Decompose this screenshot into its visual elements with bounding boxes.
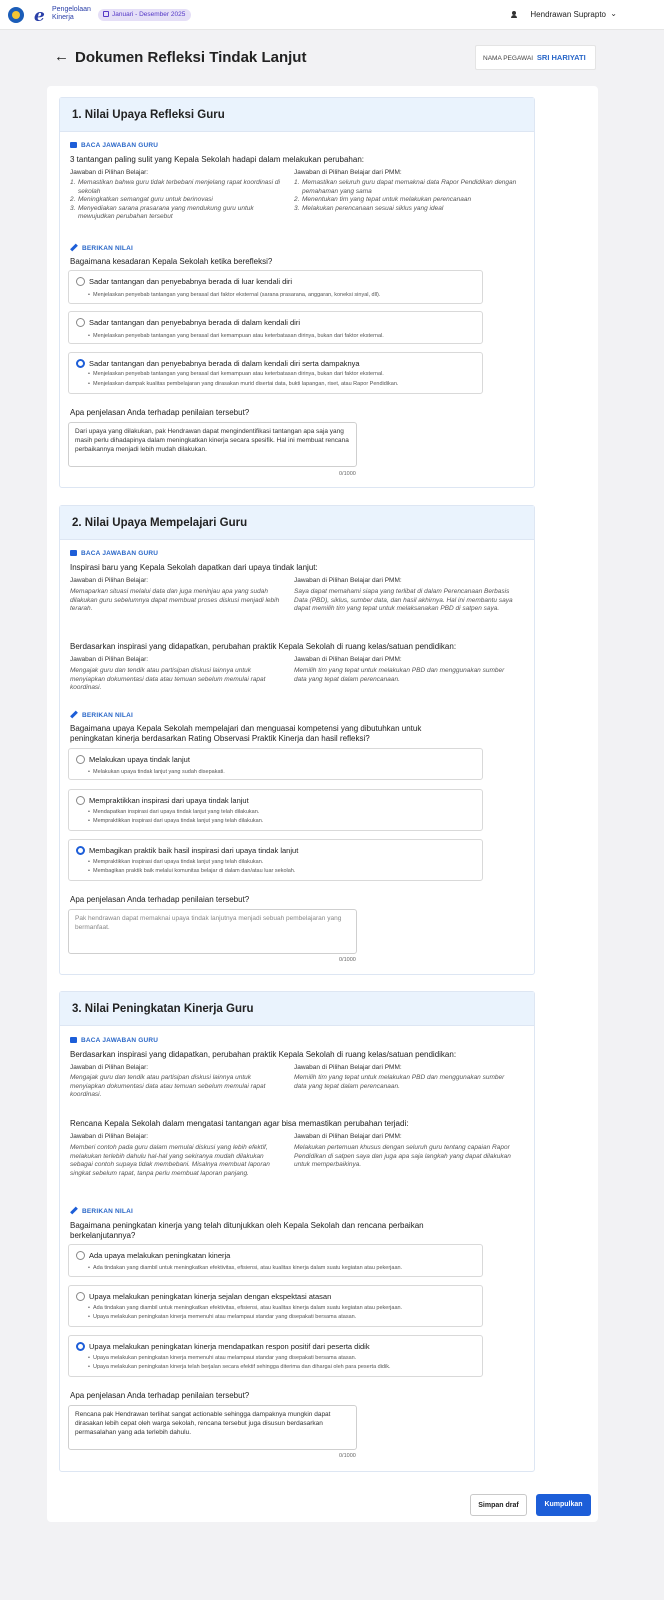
option-bullet: • Menjelaskan penyebab tantangan yang berasal dari kemampuan atau keterbatasan dirinya, bukan dari faktor eksternal. <box>93 333 384 339</box>
top-bar <box>0 0 664 30</box>
char-counter: 0/1000 <box>339 471 356 477</box>
radio-icon[interactable] <box>76 359 85 368</box>
pencil-icon <box>70 244 78 252</box>
page-title: Dokumen Refleksi Tindak Lanjut <box>75 49 307 66</box>
char-counter: 0/1000 <box>339 1453 356 1459</box>
read-answers-label: BACA JAWABAN GURU <box>70 1037 158 1044</box>
section-title: 1. Nilai Upaya Refleksi Guru <box>60 98 534 132</box>
grade-label: BERIKAN NILAI <box>70 245 133 252</box>
option-bullet: • Mempraktikkan inspirasi dari upaya tindak lanjut yang telah dilakukan. <box>93 818 263 824</box>
column-label-left: Jawaban di Pilihan Belajar: <box>70 1133 149 1140</box>
grade-label: BERIKAN NILAI <box>70 712 133 719</box>
option-bullet: • Membagikan praktik baik melalui komunitas belajar di dalam dan/atau luar sekolah. <box>93 868 295 874</box>
question: Berdasarkan inspirasi yang didapatkan, perubahan praktik Kepala Sekolah di ruang kelas/satuan pendidikan: <box>70 1050 457 1059</box>
option-bullet: • Upaya melakukan peningkatan kinerja telah berjalan secara efektif sehingga diterima dan dihargai oleh para peserta didik. <box>93 1364 391 1370</box>
option-bullet: • Mempraktikkan inspirasi dari upaya tindak lanjut yang telah dilakukan. <box>93 859 263 865</box>
pencil-icon <box>70 1207 78 1215</box>
calendar-icon <box>103 11 109 17</box>
save-draft-button[interactable]: Simpan draf <box>470 1494 527 1516</box>
grade-question: Bagaimana peningkatan kinerja yang telah ditunjukkan oleh Kepala Sekolah dan rencana perbaikan berkelanjutannya? <box>70 1221 424 1240</box>
grade-option[interactable] <box>68 311 483 344</box>
user-icon <box>511 11 521 19</box>
radio-icon[interactable] <box>76 277 85 286</box>
period-badge[interactable]: Januari - Desember 2025 <box>98 9 191 21</box>
employee-badge: NAMA PEGAWAI SRI HARIYATI <box>475 45 596 70</box>
grade-option[interactable] <box>68 789 483 831</box>
chevron-down-icon[interactable]: ⌄ <box>610 9 617 18</box>
chat-icon <box>70 142 77 148</box>
option-bullet: • Ada tindakan yang diambil untuk meningkatkan efektivitas, efisiensi, atau kualitas kinerja dalam suatu kegiatan atau pekerjaan. <box>93 1305 402 1311</box>
option-bullet: • Menjelaskan penyebab tantangan yang berasal dari kemampuan atau keterbatasan dirinya, bukan dari faktor eksternal. <box>93 371 384 377</box>
grade-question: Bagaimana kesadaran Kepala Sekolah ketika berefleksi? <box>70 257 273 266</box>
option-bullet: • Menjelaskan dampak kualitas pembelajaran yang dirasakan murid disertai data, bukti lapangan, riset, atau Rapor Pendidikan. <box>93 381 398 387</box>
option-label: Upaya melakukan peningkatan kinerja mendapatkan respon positif dari peserta didik <box>89 1342 370 1351</box>
column-label-right: Jawaban di Pilihan Belajar dari PMM: <box>294 656 402 663</box>
radio-icon[interactable] <box>76 846 85 855</box>
answer-list-left: 1. Memastikan bahwa guru tidak terbebani menjelang rapat koordinasi di sekolah 2. Meningkatkan semangat guru untuk berinovasi 3. Menyediakan sarana prasarana yang mendukung guru untuk mewujudkan perubahan tersebut <box>70 179 280 220</box>
option-label: Ada upaya melakukan peningkatan kinerja <box>89 1251 231 1260</box>
column-label-right: Jawaban di Pilihan Belajar dari PMM: <box>294 1133 402 1140</box>
option-label: Membagikan praktik baik hasil inspirasi dari upaya tindak lanjut <box>89 846 299 855</box>
answer-list-right: 1. Memastikan seluruh guru dapat memaknai data Rapor Pendidikan dengan pemahaman yang sama 2. Menentukan tim yang tepat untuk melakukan perencanaan 3. Melakukan perencanaan sesuai siklus yang ideal <box>294 179 517 212</box>
explanation-question: Apa penjelasan Anda terhadap penilaian tersebut? <box>70 408 250 417</box>
answer-right: Memilih tim yang tepat untuk melakukan PBD dan menggunakan sumber data yang tepat dalam perencanaan. <box>294 667 505 683</box>
read-answers-label: BACA JAWABAN GURU <box>70 142 158 149</box>
answer-right: Memilih tim yang tepat untuk melakukan PBD dan menggunakan sumber data yang tepat dalam perencanaan. <box>294 1074 505 1090</box>
answer-left: Mengajak guru dan tendik atau partisipan diskusi lainnya untuk menyiapkan dokumentasi data atau temuan sebelum memulai rapat koordinasi. <box>70 667 266 691</box>
column-label-left: Jawaban di Pilihan Belajar: <box>70 577 149 584</box>
app-brand: Pengelolaan Kinerja <box>52 6 91 21</box>
option-bullet: • Upaya melakukan peningkatan kinerja memenuhi atau melampaui standar yang disepakati bersama atasan. <box>93 1355 356 1361</box>
option-label: Sadar tantangan dan penyebabnya berada di dalam kendali diri serta dampaknya <box>89 359 360 368</box>
column-label-right: Jawaban di Pilihan Belajar dari PMM: <box>294 577 402 584</box>
ministry-logo-icon <box>8 7 24 23</box>
answer-left: Mengajak guru dan tendik atau partisipan diskusi lainnya untuk menyiapkan dokumentasi data atau temuan sebelum memulai rapat koordinasi. <box>70 1074 266 1098</box>
section-title: 3. Nilai Peningkatan Kinerja Guru <box>60 992 534 1026</box>
submit-button[interactable]: Kumpulkan <box>536 1494 591 1516</box>
radio-icon[interactable] <box>76 755 85 764</box>
answer-right: Melakukan pertemuan khusus dengan seluruh guru tentang capaian Rapor Pendidikan di satpen saya dan juga apa saja langkah yang dapat dilakukan untuk memperbaikinya. <box>294 1144 511 1168</box>
grade-option-selected[interactable] <box>68 352 483 394</box>
question: Inspirasi baru yang Kepala Sekolah dapatkan dari upaya tindak lanjut: <box>70 563 318 572</box>
chat-icon <box>70 1037 77 1043</box>
option-bullet: • Mendapatkan inspirasi dari upaya tindak lanjut yang telah dilakukan. <box>93 809 259 815</box>
radio-icon[interactable] <box>76 1251 85 1260</box>
option-bullet: • Upaya melakukan peningkatan kinerja memenuhi atau melampaui standar yang disepakati bersama atasan. <box>93 1314 356 1320</box>
column-label-right: Jawaban di Pilihan Belajar dari PMM: <box>294 169 402 176</box>
explanation-textarea[interactable]: Dari upaya yang dilakukan, pak Hendrawan dapat mengindentifikasi tantangan apa saja yang masih perlu dihadapinya dalam meningkatkan kinerja secara spesifik. Hal ini membuat rencana perbaikannya menjadi lebih mudah dilakukan. <box>68 422 357 467</box>
column-label-right: Jawaban di Pilihan Belajar dari PMM: <box>294 1064 402 1071</box>
option-bullet: • Menjelaskan penyebab tantangan yang berasal dari faktor eksternal (sarana prasarana, anggaran, koneksi sinyal, dll). <box>93 292 380 298</box>
grade-option[interactable] <box>68 748 483 780</box>
question: Berdasarkan inspirasi yang didapatkan, perubahan praktik Kepala Sekolah di ruang kelas/satuan pendidikan: <box>70 642 457 651</box>
radio-icon[interactable] <box>76 796 85 805</box>
grade-option[interactable] <box>68 270 483 304</box>
radio-icon[interactable] <box>76 318 85 327</box>
question: Rencana Kepala Sekolah dalam mengatasi tantangan agar bisa memastikan perubahan terjadi: <box>70 1119 409 1128</box>
option-label: Sadar tantangan dan penyebabnya berada di dalam kendali diri <box>89 318 300 327</box>
grade-label: BERIKAN NILAI <box>70 1208 133 1215</box>
option-bullet: • Ada tindakan yang diambil untuk meningkatkan efektivitas, efisiensi, atau kualitas kinerja dalam suatu kegiatan atau pekerjaan. <box>93 1265 402 1271</box>
grade-option[interactable] <box>68 1285 483 1327</box>
option-label: Melakukan upaya tindak lanjut <box>89 755 190 764</box>
back-arrow-icon[interactable]: ← <box>54 48 69 65</box>
chat-icon <box>70 550 77 556</box>
question: 3 tantangan paling sulit yang Kepala Sekolah hadapi dalam melakukan perubahan: <box>70 155 364 164</box>
section-title: 2. Nilai Upaya Mempelajari Guru <box>60 506 534 540</box>
explanation-textarea[interactable]: Rencana pak Hendrawan terlihat sangat actionable sehingga dampaknya mungkin dapat dirasakan lebih cepat oleh warga sekolah, rencana tersebut juga disusun berdasarkan permasalahan yang ada terlebih dahulu. <box>68 1405 357 1450</box>
user-menu[interactable]: Hendrawan Suprapto <box>530 10 606 19</box>
answer-left: Memberi contoh pada guru dalam memulai diskusi yang lebih efektif, melakukan terlebih dahulu hal-hal yang sekiranya mudah dilakukan sebagai contoh supaya tidak membebani. Misalnya membuat laporan singkat sebelum rapat, tanpa perlu membuat laporan panjang. <box>70 1144 270 1177</box>
answer-left: Memaparkan situasi melalui data dan juga meninjau apa yang sudah dilakukan guru sebelumnya dapat membuat proses diskusi menjadi lebih terarah. <box>70 588 280 612</box>
app-logo-icon: e <box>34 6 45 26</box>
char-counter: 0/1000 <box>339 957 356 963</box>
pencil-icon <box>70 711 78 719</box>
option-label: Sadar tantangan dan penyebabnya berada di luar kendali diri <box>89 277 293 286</box>
option-bullet: • Melakukan upaya tindak lanjut yang sudah disepakati. <box>93 769 225 775</box>
explanation-textarea[interactable]: Pak hendrawan dapat memaknai upaya tindak lanjutnya menjadi sebuah pembelajaran yang bermanfaat. <box>68 909 357 954</box>
grade-option-selected[interactable] <box>68 839 483 881</box>
answer-right: Saya dapat memahami siapa yang terlibat di dalam Perencanaan Berbasis Data (PBD), siklus, sumber data, dan hasil akhirnya. Hal ini membantu saya dapat memilih tim yang tepat untuk melaksanakan PBD di satpen saya. <box>294 588 513 612</box>
grade-option[interactable] <box>68 1244 483 1277</box>
grade-question: Bagaimana upaya Kepala Sekolah mempelajari dan menguasai kompetensi yang dibutuhkan untuk peningkatan kinerja berdasarkan Rating Observasi Praktik Kinerja dan hasil refleksi? <box>70 724 422 743</box>
grade-option-selected[interactable] <box>68 1335 483 1377</box>
column-label-left: Jawaban di Pilihan Belajar: <box>70 656 149 663</box>
column-label-left: Jawaban di Pilihan Belajar: <box>70 1064 149 1071</box>
option-label: Upaya melakukan peningkatan kinerja sejalan dengan ekspektasi atasan <box>89 1292 332 1301</box>
radio-icon[interactable] <box>76 1292 85 1301</box>
read-answers-label: BACA JAWABAN GURU <box>70 550 158 557</box>
radio-icon[interactable] <box>76 1342 85 1351</box>
explanation-question: Apa penjelasan Anda terhadap penilaian tersebut? <box>70 895 250 904</box>
option-label: Mempraktikkan inspirasi dari upaya tindak lanjut <box>89 796 249 805</box>
explanation-question: Apa penjelasan Anda terhadap penilaian tersebut? <box>70 1391 250 1400</box>
column-label-left: Jawaban di Pilihan Belajar: <box>70 169 149 176</box>
